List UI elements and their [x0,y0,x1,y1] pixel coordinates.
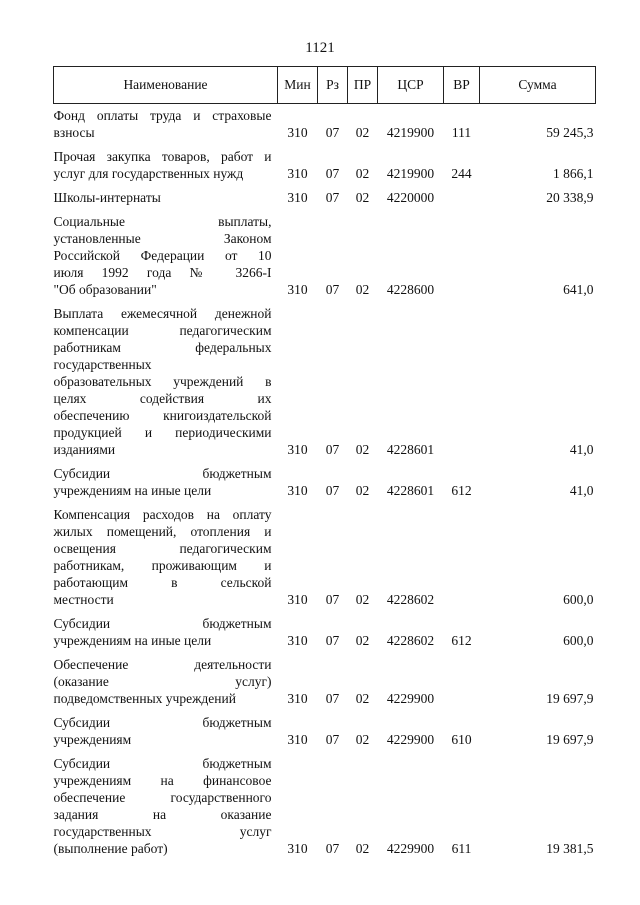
row-csr: 4229900 [386,691,435,706]
row-pr: 02 [355,483,370,498]
row-rz: 07 [325,483,340,498]
row-name-line: государственных услуг [53,824,272,839]
row-min: 310 [287,592,308,607]
row-name [54,144,278,185]
row-min: 310 [287,282,308,297]
row-vr: 611 [451,841,472,856]
row-name-line: Фонд оплаты труда и страховые [53,108,272,123]
row-sum: 600,0 [563,633,594,648]
row-name-line: Субсидии бюджетным [53,756,272,771]
row-pr: 02 [355,841,370,856]
row-name-line: Субсидии бюджетным [53,616,272,631]
row-rz: 07 [325,125,340,140]
row-pr: 02 [355,282,370,297]
row-name [54,461,278,502]
header-pr: ПР [348,67,378,104]
row-name-line: "Об образовании" [53,282,157,297]
row-name-line: обеспечению книгоиздательской [53,408,272,423]
row-name-line: Социальные выплаты, [53,214,272,229]
row-sum: 19 697,9 [546,691,594,706]
row-pr: 02 [355,633,370,648]
row-vr [444,652,480,710]
row-csr: 4228601 [386,442,435,457]
row-csr: 4228602 [386,592,435,607]
row-sum: 19 697,9 [546,732,594,747]
row-name [54,611,278,652]
row-sum: 59 245,3 [546,125,594,140]
row-csr: 4228601 [386,483,435,498]
row-name [54,185,278,209]
header-vr: ВР [444,67,480,104]
row-name-line: учреждениям на иные цели [53,483,212,498]
row-name [54,104,278,145]
row-pr: 02 [355,190,370,205]
row-rz: 07 [325,633,340,648]
page-number: 1121 [305,40,335,56]
row-name-line: июля 1992 года № 3266-I [53,265,272,280]
row-name-line: учреждениям [53,732,132,747]
row-csr: 4228602 [386,633,435,648]
row-pr: 02 [355,592,370,607]
row-name-line: (оказание услуг) [53,674,272,689]
row-min: 310 [287,125,308,140]
row-sum: 41,0 [569,442,594,457]
table-row [54,502,596,611]
row-csr: 4229900 [386,841,435,856]
row-min: 310 [287,442,308,457]
row-name-line: Субсидии бюджетным [53,466,272,481]
row-csr: 4220000 [386,190,435,205]
row-name-line: Российской Федерации от 10 [53,248,272,263]
row-name-line: Выплата ежемесячной денежной [53,306,272,321]
row-name-line: изданиями [53,442,116,457]
row-sum: 1 866,1 [553,166,594,181]
row-name-line: Школы-интернаты [53,190,161,205]
row-csr: 4228600 [386,282,435,297]
row-name-line: учреждениям на финансовое [53,773,272,788]
row-sum: 641,0 [563,282,594,297]
header-rz: Рз [318,67,348,104]
row-name-line: образовательных учреждений в [53,374,272,389]
row-name-line: жилых помещений, отопления и [53,524,272,539]
row-name-line: работникам федеральных [53,340,272,355]
row-min: 310 [287,691,308,706]
header-min: Мин [278,67,318,104]
row-name-line: местности [53,592,114,607]
row-sum: 600,0 [563,592,594,607]
table-row [54,104,596,145]
row-rz: 07 [325,841,340,856]
row-min: 310 [287,483,308,498]
table-row [54,209,596,301]
row-name [54,652,278,710]
row-name-line: услуг для государственных нужд [53,166,244,181]
row-csr: 4229900 [386,732,435,747]
row-min: 310 [287,633,308,648]
row-name [54,209,278,301]
table-header-row [54,67,596,104]
row-name-line: освещения педагогическим [53,541,272,556]
row-min: 310 [287,841,308,856]
row-name-line: Субсидии бюджетным [53,715,272,730]
row-vr: 612 [451,483,472,498]
row-name-line: обеспечение государственного [53,790,272,805]
row-name-line: (выполнение работ) [53,841,168,856]
row-vr: 612 [451,633,472,648]
table-body [54,104,596,861]
row-csr: 4219900 [386,166,435,181]
row-name-line: установленные Законом [53,231,272,246]
row-rz: 07 [325,442,340,457]
row-rz: 07 [325,166,340,181]
header-csr: ЦСР [378,67,444,104]
row-pr: 02 [355,442,370,457]
row-vr [444,301,480,461]
row-name-line: Компенсация расходов на оплату [53,507,272,522]
row-name-line: взносы [53,125,95,140]
row-name-line: продукцией и периодическими [53,425,272,440]
row-name-line: учреждениям на иные цели [53,633,212,648]
row-sum: 19 381,5 [546,841,594,856]
row-rz: 07 [325,190,340,205]
row-min: 310 [287,190,308,205]
row-name [54,502,278,611]
row-pr: 02 [355,166,370,181]
table-row [54,185,596,209]
row-name-line: компенсации педагогическим [53,323,272,338]
row-pr: 02 [355,732,370,747]
row-name-line: работающим в сельской [53,575,272,590]
row-sum: 41,0 [569,483,594,498]
row-name [54,751,278,860]
row-vr [444,185,480,209]
row-name [54,301,278,461]
row-vr: 244 [451,166,472,181]
row-rz: 07 [325,691,340,706]
row-name-line: государственных [53,357,152,372]
budget-table [53,66,596,860]
row-rz: 07 [325,592,340,607]
header-name: Наименование [54,67,278,104]
table-row [54,301,596,461]
row-name-line: задания на оказание [53,807,272,822]
row-pr: 02 [355,691,370,706]
table-row [54,652,596,710]
row-name-line: целях содействия их [53,391,272,406]
table-row [54,461,596,502]
row-name-line: работникам, проживающим и [53,558,272,573]
row-csr: 4219900 [386,125,435,140]
row-min: 310 [287,732,308,747]
row-name-line: Обеспечение деятельности [53,657,272,672]
table-row [54,611,596,652]
row-name [54,710,278,751]
row-pr: 02 [355,125,370,140]
row-sum: 20 338,9 [546,190,594,205]
header-sum: Сумма [480,67,596,104]
row-rz: 07 [325,282,340,297]
row-min: 310 [287,166,308,181]
row-vr [444,502,480,611]
table-row [54,751,596,860]
row-name-line: Прочая закупка товаров, работ и [53,149,272,164]
row-name-line: подведомственных учреждений [53,691,236,706]
table-row [54,710,596,751]
table-row [54,144,596,185]
row-vr: 610 [451,732,472,747]
row-vr: 111 [451,125,472,140]
row-rz: 07 [325,732,340,747]
row-vr [444,209,480,301]
